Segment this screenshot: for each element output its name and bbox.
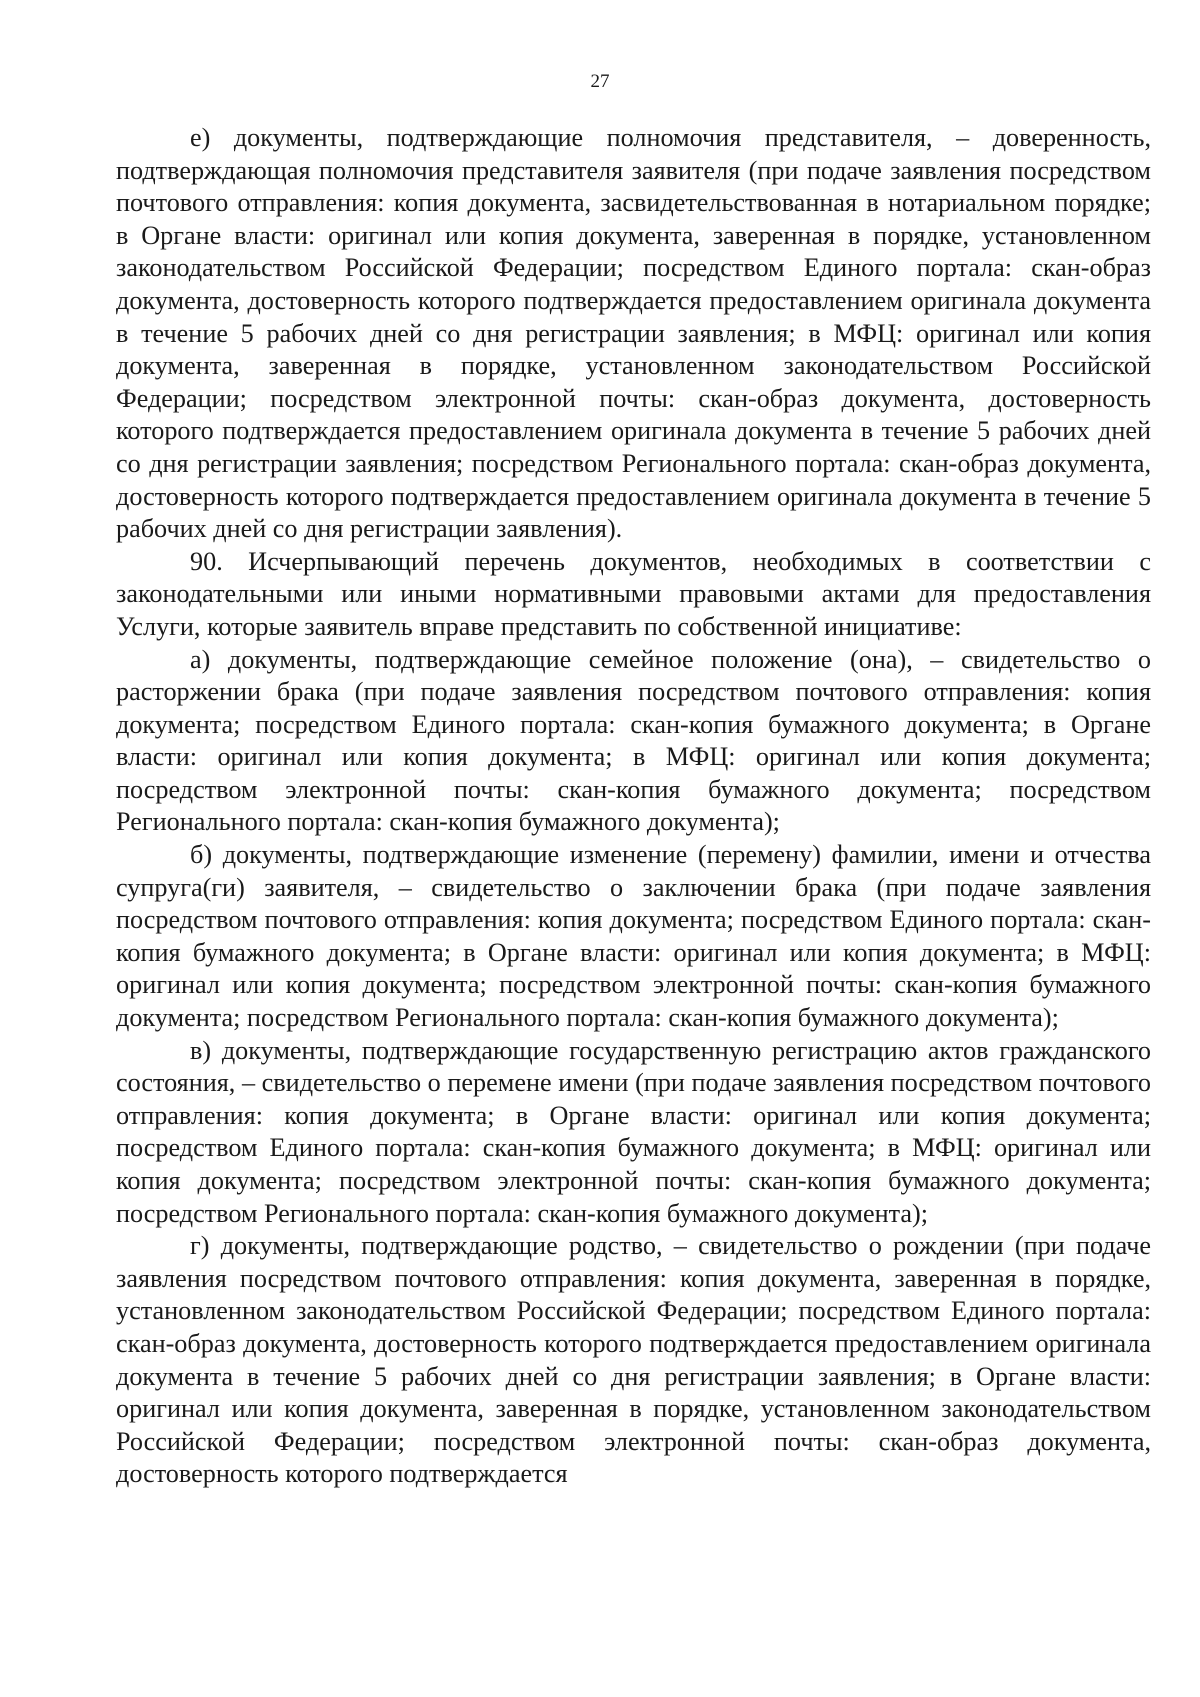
page-number: 27 — [590, 71, 610, 92]
paragraph-e-representative-documents: е) документы, подтверждающие полномочия представителя, – доверенность, подтверждающая полномочия представителя заявителя (при подаче заявления посредством почтового отправления: копия документа, засвидетельствованная в нотариальном порядке; в Органе власти: оригинал или копия документа, заверенная в порядке, установленном законодательством Российской Федерации; посредством Единого портала: скан-образ документа, достоверность которого подтверждается предоставлением оригинала документа в течение 5 рабочих дней со дня регистрации заявления; в МФЦ: оригинал или копия документа, заверенная в порядке, установленном законодательством Российской Федерации; посредством электронной почты: скан-образ документа, достоверность которого подтверждается предоставлением оригинала документа в течение 5 рабочих дней со дня регистрации заявления; посредством Регионального портала: скан-образ документа, достоверность которого подтверждается предоставлением оригинала документа в течение 5 рабочих дней со дня регистрации заявления). — [116, 123, 1151, 544]
document-body — [116, 122, 1151, 1491]
paragraph-v-civil-registration: в) документы, подтверждающие государственную регистрацию актов гражданского состояния, – свидетельство о перемене имени (при подаче заявления посредством почтового отправления: копия документа; в Органе власти: оригинал или копия документа; посредством Единого портала: скан-копия бумажного документа; в МФЦ: оригинал или копия документа; посредством электронной почты: скан-копия бумажного документа; посредством Регионального портала: скан-копия бумажного документа); — [116, 1035, 1151, 1228]
paragraph-g-kinship: г) документы, подтверждающие родство, – свидетельство о рождении (при подаче заявления посредством почтового отправления: копия документа, заверенная в порядке, установленном законодательством Российской Федерации; посредством Единого портала: скан-образ документа, достоверность которого подтверждается предоставлением оригинала документа в течение 5 рабочих дней со дня регистрации заявления; в Органе власти: оригинал или копия документа, заверенная в порядке, установленном законодательством Российской Федерации; посредством электронной почты: скан-образ документа, достоверность которого подтверждается — [116, 1231, 1151, 1489]
paragraph-b-name-change: б) документы, подтверждающие изменение (перемену) фамилии, имени и отчества супруга(ги) заявителя, – свидетельство о заключении брака (при подаче заявления посредством почтового отправления: копия документа; посредством Единого портала: скан-копия бумажного документа; в Органе власти: оригинал или копия документа; в МФЦ: оригинал или копия документа; посредством электронной почты: скан-копия бумажного документа; посредством Регионального портала: скан-копия бумажного документа); — [116, 840, 1151, 1033]
paragraph-a-marital-status: а) документы, подтверждающие семейное положение (она), – свидетельство о расторжении брака (при подаче заявления посредством почтового отправления: копия документа; посредством Единого портала: скан-копия бумажного документа; в Органе власти: оригинал или копия документа; в МФЦ: оригинал или копия документа; посредством электронной почты: скан-копия бумажного документа; посредством Регионального портала: скан-копия бумажного документа); — [116, 644, 1151, 837]
paragraph-90-optional-documents-list: 90. Исчерпывающий перечень документов, необходимых в соответствии с законодательными или иными нормативными правовыми актами для предоставления Услуги, которые заявитель вправе представить по собственной инициативе: — [116, 546, 1151, 641]
